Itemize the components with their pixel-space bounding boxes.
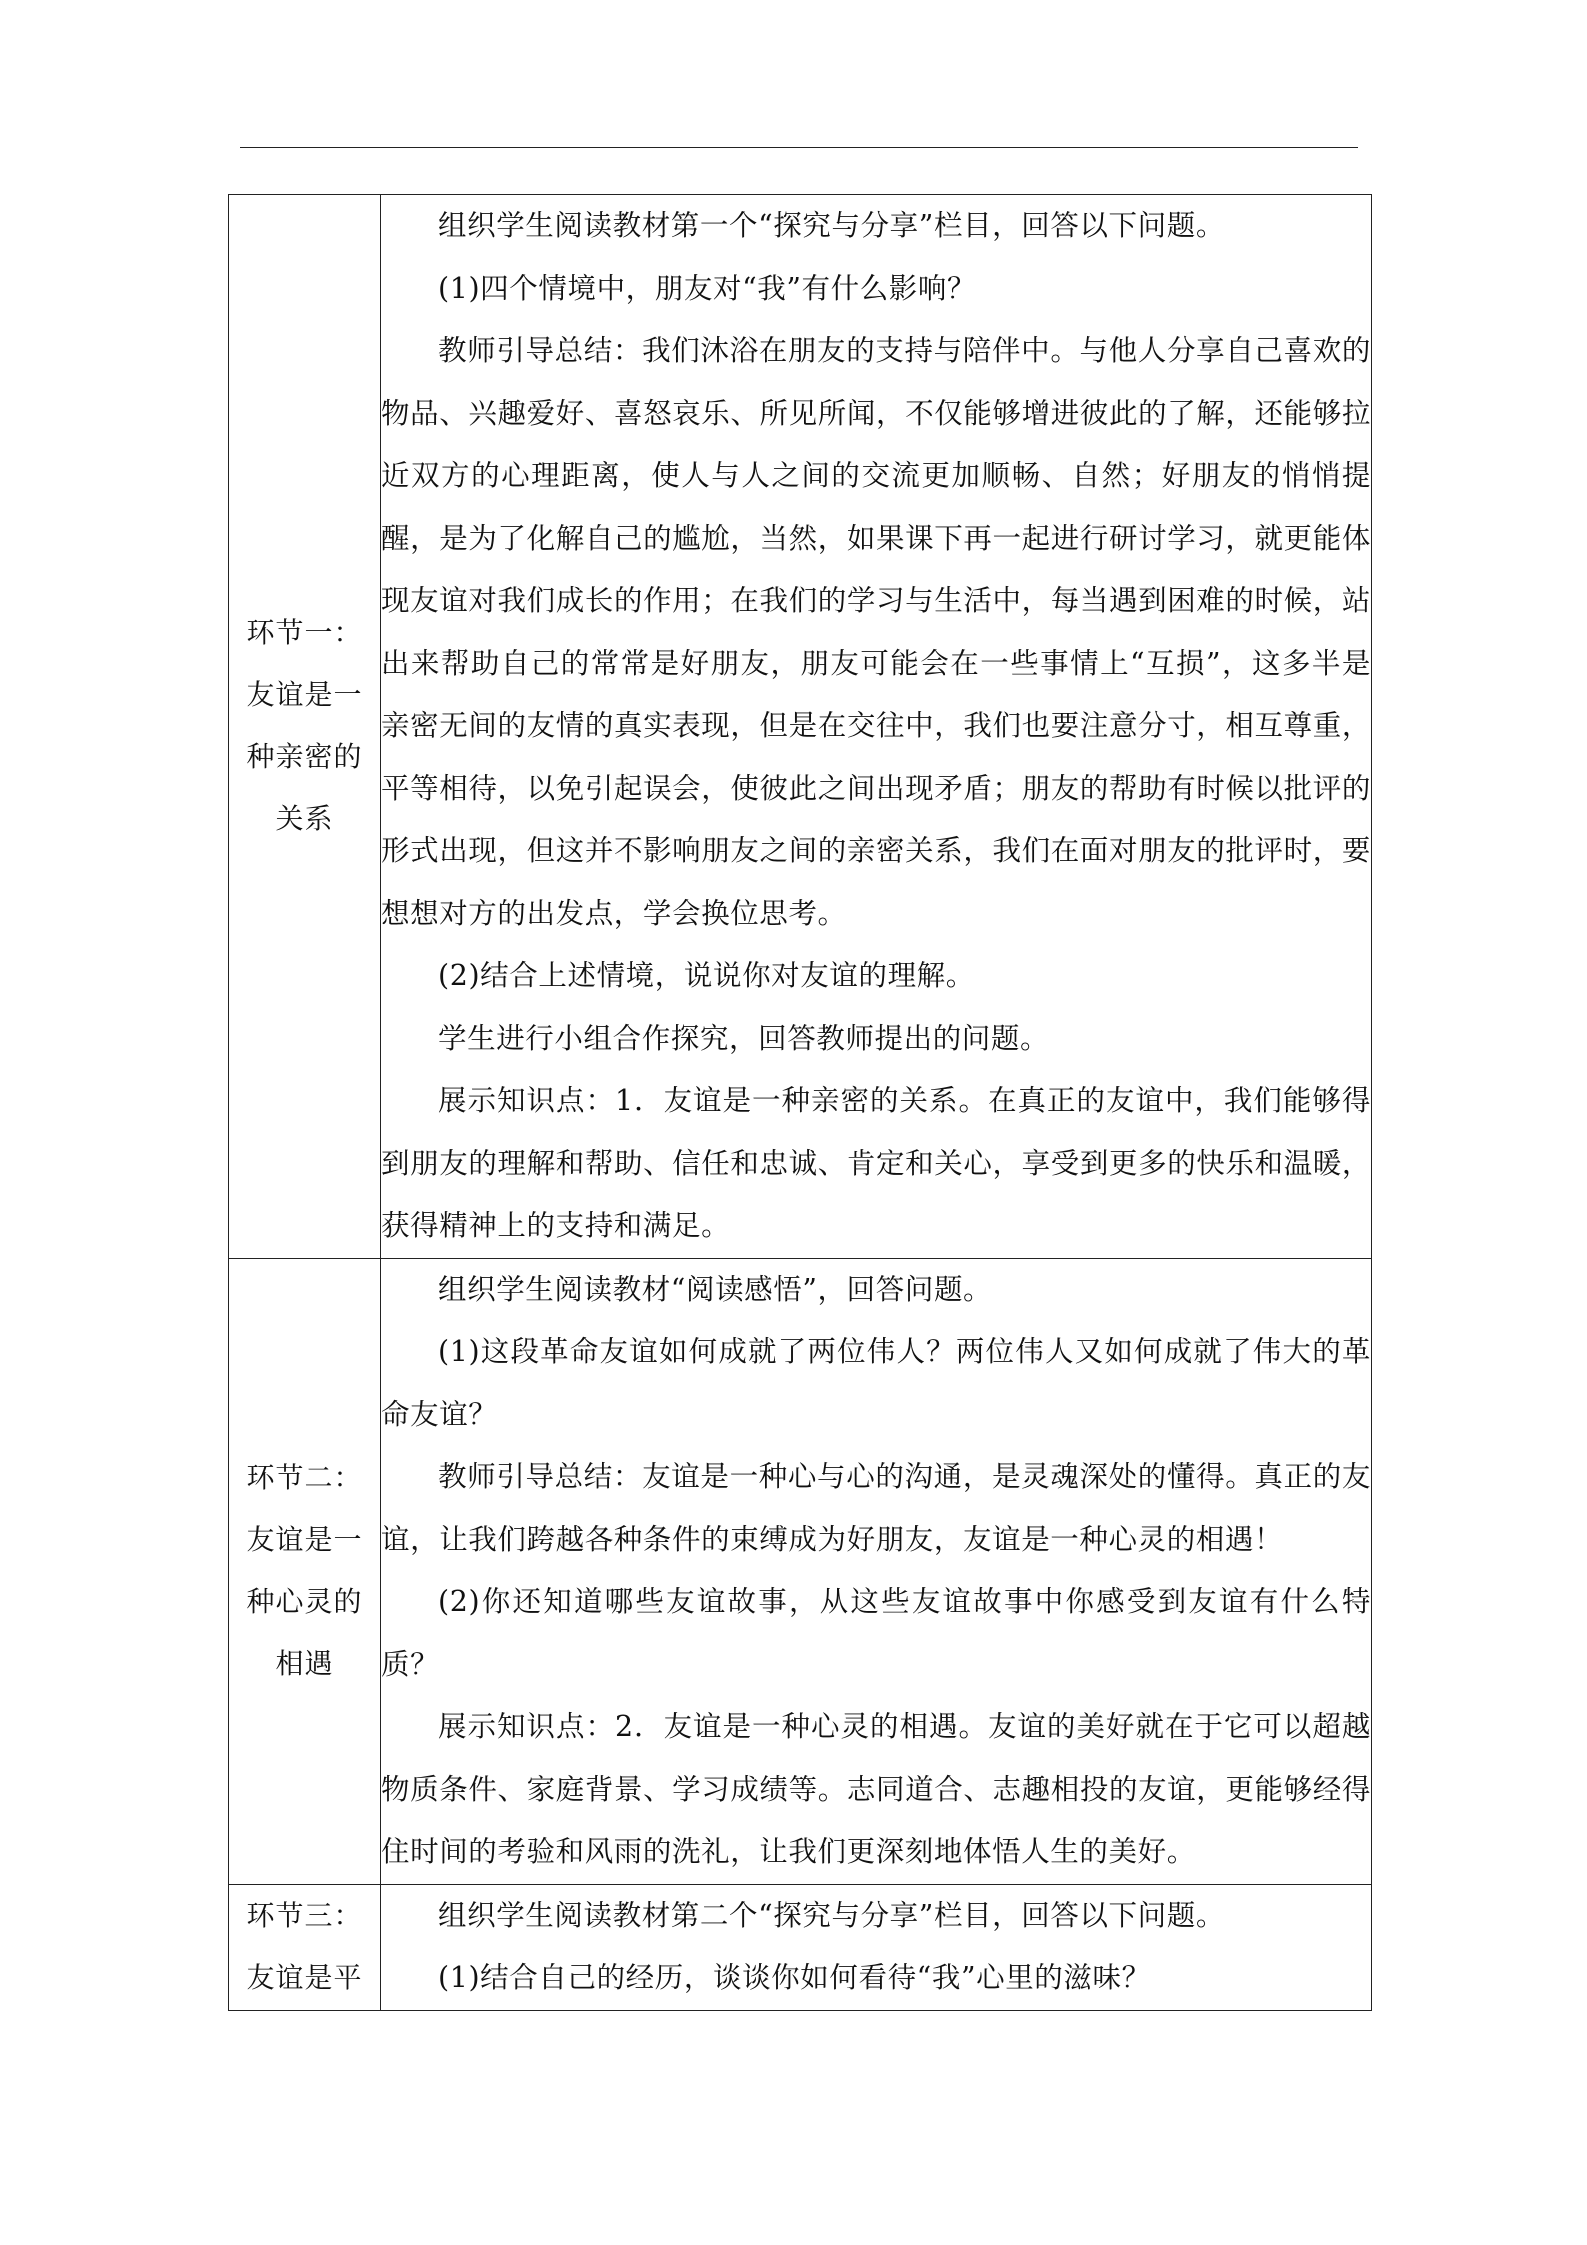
header-rule [240, 147, 1358, 148]
section-label: 环节二：友谊是一种心灵的相遇 [246, 1461, 363, 1680]
paragraph: (1)四个情境中，朋友对“我”有什么影响？ [438, 271, 977, 305]
lesson-plan-table [228, 194, 1372, 2011]
section-label-cell [229, 1884, 381, 2010]
paragraph: 组织学生阅读教材第二个“探究与分享”栏目，回答以下问题。 [438, 1898, 1225, 1932]
paragraph: 展示知识点：1．友谊是一种亲密的关系。在真正的友谊中，我们能够得到朋友的理解和帮助、信任和忠诚、肯定和关心，享受到更多的快乐和温暖，获得精神上的支持和满足。 [381, 1084, 1371, 1242]
paragraph: (2)结合上述情境，说说你对友谊的理解。 [438, 959, 975, 992]
paragraph: (2)你还知道哪些友谊故事，从这些友谊故事中你感受到友谊有什么特质？ [381, 1585, 1371, 1681]
section-content-cell [381, 195, 1372, 1259]
section-label-cell [229, 1258, 381, 1884]
paragraph: 学生进行小组合作探究，回答教师提出的问题。 [438, 1021, 1050, 1055]
section-label: 环节一：友谊是一种亲密的关系 [246, 616, 363, 836]
table-row [229, 195, 1372, 1259]
paragraph: 教师引导总结：我们沐浴在朋友的支持与陪伴中。与他人分享自己喜欢的物品、兴趣爱好、喜怒哀乐、所见所闻，不仅能够增进彼此的了解，还能够拉近双方的心理距离，使人与人之间的交流更加顺畅、自然；好朋友的悄悄提醒，是为了化解自己的尴尬，当然，如果课下再一起进行研讨学习，就更能体现友谊对我们成长的作用；在我们的学习与生活中，每当遇到困难的时候，站出来帮助自己的常常是好朋友，朋友可能会在一些事情上“互损”，这多半是亲密无间的友情的真实表现，但是在交往中，我们也要注意分寸，相互尊重，平等相待，以免引起误会，使彼此之间出现矛盾；朋友的帮助有时候以批评的形式出现，但这并不影响朋友之间的亲密关系，我们在面对朋友的批评时，要想想对方的出发点，学会换位思考。 [381, 334, 1371, 930]
table-row [229, 1884, 1372, 2010]
section-label-cell [229, 195, 381, 1259]
section-content-cell [381, 1258, 1372, 1884]
section-label: 环节三：友谊是平 [246, 1898, 363, 1994]
paragraph: 组织学生阅读教材“阅读感悟”，回答问题。 [438, 1272, 993, 1306]
section-content-cell [381, 1884, 1372, 2010]
paragraph: 教师引导总结：友谊是一种心与心的沟通，是灵魂深处的懂得。真正的友谊，让我们跨越各种条件的束缚成为好朋友，友谊是一种心灵的相遇！ [381, 1460, 1371, 1556]
paragraph: 组织学生阅读教材第一个“探究与分享”栏目，回答以下问题。 [438, 209, 1225, 242]
paragraph: (1)这段革命友谊如何成就了两位伟人？两位伟人又如何成就了伟大的革命友谊？ [381, 1335, 1371, 1431]
paragraph: (1)结合自己的经历，谈谈你如何看待“我”心里的滋味？ [438, 1961, 1151, 1994]
paragraph: 展示知识点：2．友谊是一种心灵的相遇。友谊的美好就在于它可以超越物质条件、家庭背景、学习成绩等。志同道合、志趣相投的友谊，更能够经得住时间的考验和风雨的洗礼，让我们更深刻地体悟人生的美好。 [381, 1710, 1371, 1868]
table-row [229, 1258, 1372, 1884]
